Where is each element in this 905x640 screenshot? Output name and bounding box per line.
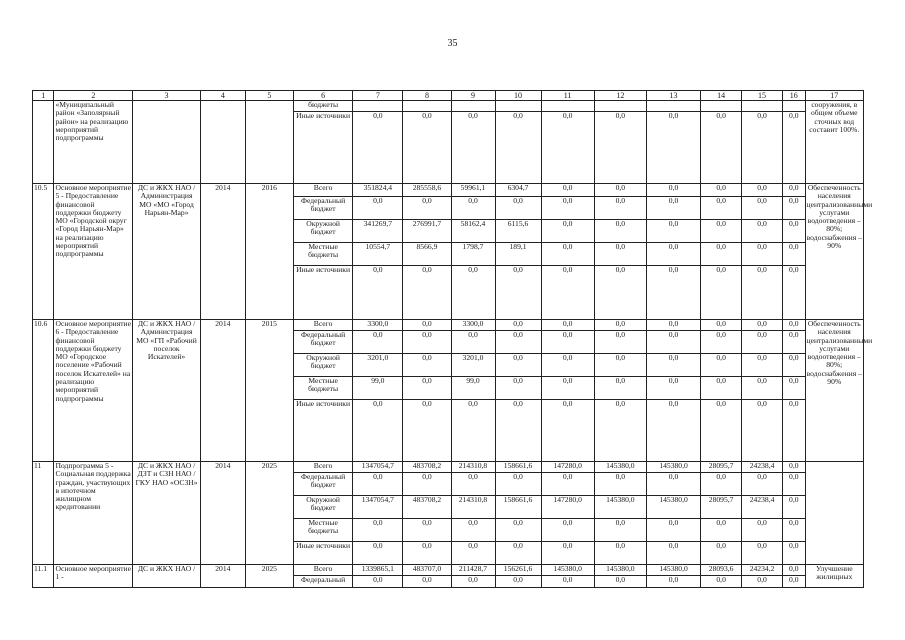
value-cell: 0,0 <box>646 377 700 400</box>
table-row <box>33 101 864 112</box>
value-cell: 0,0 <box>742 320 783 331</box>
value-cell: 0,0 <box>594 576 646 588</box>
value-cell: 0,0 <box>783 331 806 354</box>
value-cell: 0,0 <box>541 542 594 565</box>
value-cell: 0,0 <box>403 197 451 220</box>
value-cell: 0,0 <box>403 377 451 400</box>
value-cell: 0,0 <box>646 331 700 354</box>
value-cell: 0,0 <box>594 542 646 565</box>
value-cell: 0,0 <box>594 184 646 197</box>
value-cell: 3300,0 <box>353 320 403 331</box>
value-cell: 59961,1 <box>451 184 495 197</box>
executor: ДС и ЖКХ НАО / <box>133 565 201 588</box>
col-header: 17 <box>805 91 863 101</box>
value-cell: 0,0 <box>701 576 742 588</box>
value-cell: 0,0 <box>403 473 451 496</box>
row-number-cell <box>33 101 54 184</box>
value-cell: 8566,9 <box>403 243 451 266</box>
value-cell: 0,0 <box>541 184 594 197</box>
funding-source: Федеральный бюджет <box>293 331 352 354</box>
value-cell <box>541 101 594 112</box>
value-cell: 24234,2 <box>742 565 783 576</box>
funding-source: Местные бюджеты <box>293 243 352 266</box>
value-cell: 0,0 <box>783 400 806 462</box>
value-cell: 0,0 <box>495 354 541 377</box>
start-year-cell <box>200 101 245 184</box>
funding-source: бюджеты <box>293 101 352 112</box>
value-cell <box>451 101 495 112</box>
value-cell: 0,0 <box>783 565 806 576</box>
value-cell: 145380,0 <box>646 462 700 473</box>
value-cell: 0,0 <box>403 542 451 565</box>
value-cell: 0,0 <box>742 184 783 197</box>
value-cell: 0,0 <box>353 542 403 565</box>
table-row <box>33 565 864 576</box>
value-cell: 145380,0 <box>594 565 646 576</box>
funding-source: Иные источники <box>293 542 352 565</box>
value-cell: 0,0 <box>646 576 700 588</box>
value-cell: 0,0 <box>495 519 541 542</box>
value-cell: 0,0 <box>594 320 646 331</box>
value-cell: 0,0 <box>646 266 700 320</box>
table-row <box>33 320 864 331</box>
value-cell: 0,0 <box>403 400 451 462</box>
row-number: 10.5 <box>33 184 54 320</box>
value-cell: 0,0 <box>742 266 783 320</box>
value-cell: 0,0 <box>783 519 806 542</box>
expected-result: Обеспеченность населения централизованными услугами водоотведения – 80%; водоснабжения – 90% <box>805 184 863 320</box>
value-cell: 0,0 <box>742 354 783 377</box>
value-cell: 145380,0 <box>541 565 594 576</box>
measure-name: Основное мероприятие 5 - Предоставление финансовой поддержки бюджету МО «Городской округ «Город Нарьян-Мар» на реализацию мероприятий подпрограммы <box>54 184 133 320</box>
value-cell <box>646 101 700 112</box>
value-cell: 6304,7 <box>495 184 541 197</box>
funding-source: Федеральный <box>293 576 352 588</box>
value-cell: 0,0 <box>742 473 783 496</box>
value-cell: 0,0 <box>783 473 806 496</box>
value-cell: 483707,0 <box>403 565 451 576</box>
value-cell: 0,0 <box>594 400 646 462</box>
value-cell <box>742 101 783 112</box>
value-cell: 483708,2 <box>403 462 451 473</box>
value-cell: 0,0 <box>646 220 700 243</box>
value-cell: 0,0 <box>742 377 783 400</box>
value-cell: 0,0 <box>451 542 495 565</box>
value-cell: 0,0 <box>783 197 806 220</box>
value-cell: 0,0 <box>541 112 594 184</box>
value-cell <box>594 101 646 112</box>
value-cell: 0,0 <box>541 220 594 243</box>
value-cell: 0,0 <box>701 519 742 542</box>
value-cell: 0,0 <box>783 462 806 473</box>
value-cell: 0,0 <box>701 220 742 243</box>
value-cell: 0,0 <box>783 220 806 243</box>
value-cell: 0,0 <box>353 473 403 496</box>
value-cell: 1798,7 <box>451 243 495 266</box>
value-cell: 0,0 <box>646 112 700 184</box>
value-cell: 0,0 <box>701 320 742 331</box>
value-cell <box>783 101 806 112</box>
value-cell: 1347054,7 <box>353 462 403 473</box>
col-header: 16 <box>783 91 806 101</box>
col-header: 12 <box>594 91 646 101</box>
value-cell: 156261,6 <box>495 565 541 576</box>
col-header: 15 <box>742 91 783 101</box>
value-cell: 0,0 <box>594 519 646 542</box>
value-cell: 0,0 <box>783 354 806 377</box>
budget-table <box>32 90 873 588</box>
value-cell: 0,0 <box>594 266 646 320</box>
funding-source: Окружной бюджет <box>293 220 352 243</box>
value-cell: 0,0 <box>646 184 700 197</box>
value-cell: 214310,8 <box>451 496 495 519</box>
col-header: 11 <box>541 91 594 101</box>
value-cell: 0,0 <box>495 320 541 331</box>
value-cell: 0,0 <box>495 331 541 354</box>
value-cell: 6115,6 <box>495 220 541 243</box>
col-header: 13 <box>646 91 700 101</box>
value-cell: 0,0 <box>451 266 495 320</box>
value-cell: 0,0 <box>403 331 451 354</box>
value-cell: 0,0 <box>541 331 594 354</box>
funding-source: Окружной бюджет <box>293 496 352 519</box>
funding-source: Иные источники <box>293 400 352 462</box>
funding-source: Всего <box>293 184 352 197</box>
value-cell: 0,0 <box>742 197 783 220</box>
value-cell: 145380,0 <box>646 565 700 576</box>
value-cell: 0,0 <box>742 220 783 243</box>
value-cell: 0,0 <box>353 519 403 542</box>
value-cell: 0,0 <box>783 542 806 565</box>
value-cell: 0,0 <box>541 519 594 542</box>
value-cell: 145380,0 <box>646 496 700 519</box>
value-cell: 0,0 <box>403 320 451 331</box>
value-cell: 0,0 <box>701 266 742 320</box>
value-cell: 0,0 <box>353 576 403 588</box>
value-cell: 0,0 <box>495 576 541 588</box>
value-cell: 0,0 <box>451 519 495 542</box>
value-cell: 3201,0 <box>451 354 495 377</box>
value-cell: 0,0 <box>783 576 806 588</box>
value-cell: 0,0 <box>594 354 646 377</box>
value-cell: 0,0 <box>353 400 403 462</box>
end-year: 2025 <box>245 565 293 588</box>
value-cell: 0,0 <box>594 331 646 354</box>
value-cell: 145380,0 <box>594 496 646 519</box>
value-cell <box>353 101 403 112</box>
end-year: 2025 <box>245 462 293 565</box>
value-cell: 145380,0 <box>594 462 646 473</box>
value-cell: 214310,8 <box>451 462 495 473</box>
value-cell: 158661,6 <box>495 496 541 519</box>
end-year: 2015 <box>245 320 293 462</box>
value-cell: 147280,0 <box>541 496 594 519</box>
end-year-cell <box>245 101 293 184</box>
funding-source: Всего <box>293 565 352 576</box>
expected-result: Улучшение жилищных <box>805 565 863 588</box>
row-number: 11.1 <box>33 565 54 588</box>
value-cell: 0,0 <box>783 112 806 184</box>
executor: ДС и ЖКХ НАО / Администрация МО «МО «Город Нарьян-Мар» <box>133 184 201 320</box>
col-header: 2 <box>54 91 133 101</box>
value-cell: 0,0 <box>701 542 742 565</box>
value-cell: 0,0 <box>783 184 806 197</box>
measure-name: Основное мероприятие 6 - Предоставление финансовой поддержки бюджету МО «Городское поселение «Рабочий поселок Искателей» на реализацию мероприятий подпрограммы <box>54 320 133 462</box>
value-cell: 0,0 <box>646 542 700 565</box>
value-cell: 0,0 <box>594 377 646 400</box>
value-cell: 0,0 <box>701 354 742 377</box>
expected-result: Обеспеченность населения централизованными услугами водоотведения – 80%; водоснабжения – 90% <box>805 320 863 462</box>
value-cell: 0,0 <box>495 266 541 320</box>
value-cell: 0,0 <box>353 197 403 220</box>
value-cell: 0,0 <box>495 473 541 496</box>
funding-source: Всего <box>293 462 352 473</box>
value-cell: 351824,4 <box>353 184 403 197</box>
executor: ДС и ЖКХ НАО / ДЗТ и СЗН НАО / ГКУ НАО «ОСЗН» <box>133 462 201 565</box>
value-cell: 0,0 <box>495 377 541 400</box>
value-cell: 0,0 <box>495 400 541 462</box>
value-cell: 0,0 <box>701 473 742 496</box>
value-cell: 0,0 <box>701 331 742 354</box>
value-cell: 0,0 <box>594 197 646 220</box>
value-cell: 0,0 <box>403 519 451 542</box>
funding-source: Иные источники <box>293 266 352 320</box>
funding-source: Иные источники <box>293 112 352 184</box>
value-cell: 0,0 <box>353 112 403 184</box>
value-cell <box>403 101 451 112</box>
value-cell: 0,0 <box>451 331 495 354</box>
value-cell: 0,0 <box>646 320 700 331</box>
col-header: 5 <box>245 91 293 101</box>
value-cell <box>495 101 541 112</box>
value-cell: 0,0 <box>594 220 646 243</box>
value-cell: 28093,6 <box>701 565 742 576</box>
funding-source: Федеральный бюджет <box>293 473 352 496</box>
value-cell: 0,0 <box>403 266 451 320</box>
funding-source: Местные бюджеты <box>293 377 352 400</box>
value-cell: 0,0 <box>451 473 495 496</box>
value-cell: 0,0 <box>742 331 783 354</box>
value-cell: 0,0 <box>495 112 541 184</box>
col-header: 3 <box>133 91 201 101</box>
value-cell: 0,0 <box>353 331 403 354</box>
value-cell: 0,0 <box>646 354 700 377</box>
value-cell: 0,0 <box>541 266 594 320</box>
value-cell: 341269,7 <box>353 220 403 243</box>
value-cell: 0,0 <box>541 320 594 331</box>
value-cell: 0,0 <box>742 576 783 588</box>
measure-name: «Муниципальный район «Заполярный район» на реализацию мероприятий подпрограммы <box>54 101 133 184</box>
value-cell: 0,0 <box>646 243 700 266</box>
value-cell: 0,0 <box>403 576 451 588</box>
value-cell: 0,0 <box>451 112 495 184</box>
value-cell: 1339865,1 <box>353 565 403 576</box>
value-cell: 0,0 <box>353 266 403 320</box>
funding-source: Окружной бюджет <box>293 354 352 377</box>
value-cell: 3201,0 <box>353 354 403 377</box>
value-cell: 0,0 <box>701 112 742 184</box>
col-header: 1 <box>33 91 54 101</box>
value-cell: 147280,0 <box>541 462 594 473</box>
value-cell: 158661,6 <box>495 462 541 473</box>
value-cell: 0,0 <box>783 320 806 331</box>
start-year: 2014 <box>200 565 245 588</box>
value-cell: 0,0 <box>783 496 806 519</box>
value-cell: 0,0 <box>541 243 594 266</box>
table-row <box>33 462 864 473</box>
executor: ДС и ЖКХ НАО / Администрация МО «ГП «Рабочий поселок Искателей» <box>133 320 201 462</box>
value-cell: 1347054,7 <box>353 496 403 519</box>
value-cell: 276991,7 <box>403 220 451 243</box>
funding-source: Всего <box>293 320 352 331</box>
value-cell: 99,0 <box>451 377 495 400</box>
value-cell: 0,0 <box>541 197 594 220</box>
value-cell: 0,0 <box>783 266 806 320</box>
expected-result: сооружения, в общем объеме сточных вод составит 100%. <box>805 101 863 184</box>
col-header: 4 <box>200 91 245 101</box>
value-cell: 0,0 <box>594 473 646 496</box>
value-cell: 0,0 <box>701 377 742 400</box>
col-header: 6 <box>293 91 352 101</box>
value-cell: 0,0 <box>403 354 451 377</box>
value-cell: 0,0 <box>541 377 594 400</box>
value-cell: 189,1 <box>495 243 541 266</box>
value-cell: 0,0 <box>783 243 806 266</box>
value-cell: 211428,7 <box>451 565 495 576</box>
value-cell: 99,0 <box>353 377 403 400</box>
row-number: 10.6 <box>33 320 54 462</box>
value-cell: 24238,4 <box>742 496 783 519</box>
value-cell: 0,0 <box>495 197 541 220</box>
value-cell: 10554,7 <box>353 243 403 266</box>
value-cell: 0,0 <box>594 112 646 184</box>
value-cell: 0,0 <box>541 400 594 462</box>
value-cell: 0,0 <box>701 184 742 197</box>
table-row <box>33 184 864 197</box>
measure-name: Подпрограмма 5 - Социальная поддержка граждан, участвующих в ипотечном жилищном кредитовании <box>54 462 133 565</box>
value-cell: 285558,6 <box>403 184 451 197</box>
col-header: 8 <box>403 91 451 101</box>
end-year: 2016 <box>245 184 293 320</box>
value-cell: 0,0 <box>541 473 594 496</box>
value-cell: 0,0 <box>742 400 783 462</box>
value-cell: 0,0 <box>742 519 783 542</box>
value-cell: 0,0 <box>646 473 700 496</box>
start-year: 2014 <box>200 320 245 462</box>
value-cell: 0,0 <box>646 400 700 462</box>
value-cell: 3300,0 <box>451 320 495 331</box>
value-cell: 28095,7 <box>701 462 742 473</box>
start-year: 2014 <box>200 462 245 565</box>
measure-name: Основное мероприятие 1 - <box>54 565 133 588</box>
value-cell: 0,0 <box>541 576 594 588</box>
col-header: 7 <box>353 91 403 101</box>
value-cell: 483708,2 <box>403 496 451 519</box>
value-cell: 0,0 <box>646 197 700 220</box>
col-header: 10 <box>495 91 541 101</box>
value-cell: 24238,4 <box>742 462 783 473</box>
value-cell: 0,0 <box>742 243 783 266</box>
row-number: 11 <box>33 462 54 565</box>
value-cell: 0,0 <box>403 112 451 184</box>
value-cell: 0,0 <box>701 197 742 220</box>
value-cell: 0,0 <box>646 519 700 542</box>
value-cell <box>701 101 742 112</box>
start-year: 2014 <box>200 184 245 320</box>
value-cell: 0,0 <box>701 243 742 266</box>
col-header: 14 <box>701 91 742 101</box>
value-cell: 0,0 <box>451 576 495 588</box>
value-cell: 0,0 <box>495 542 541 565</box>
value-cell: 0,0 <box>594 243 646 266</box>
value-cell: 0,0 <box>742 112 783 184</box>
value-cell: 0,0 <box>451 197 495 220</box>
page-number: 35 <box>447 38 458 49</box>
executor-cell <box>133 101 201 184</box>
value-cell: 0,0 <box>541 354 594 377</box>
value-cell: 0,0 <box>701 400 742 462</box>
funding-source: Федеральный бюджет <box>293 197 352 220</box>
header-row <box>33 91 864 101</box>
value-cell: 28095,7 <box>701 496 742 519</box>
value-cell: 0,0 <box>783 377 806 400</box>
expected-result <box>805 462 863 565</box>
value-cell: 0,0 <box>451 400 495 462</box>
value-cell: 58162,4 <box>451 220 495 243</box>
funding-source: Местные бюджеты <box>293 519 352 542</box>
col-header: 9 <box>451 91 495 101</box>
value-cell: 0,0 <box>742 542 783 565</box>
